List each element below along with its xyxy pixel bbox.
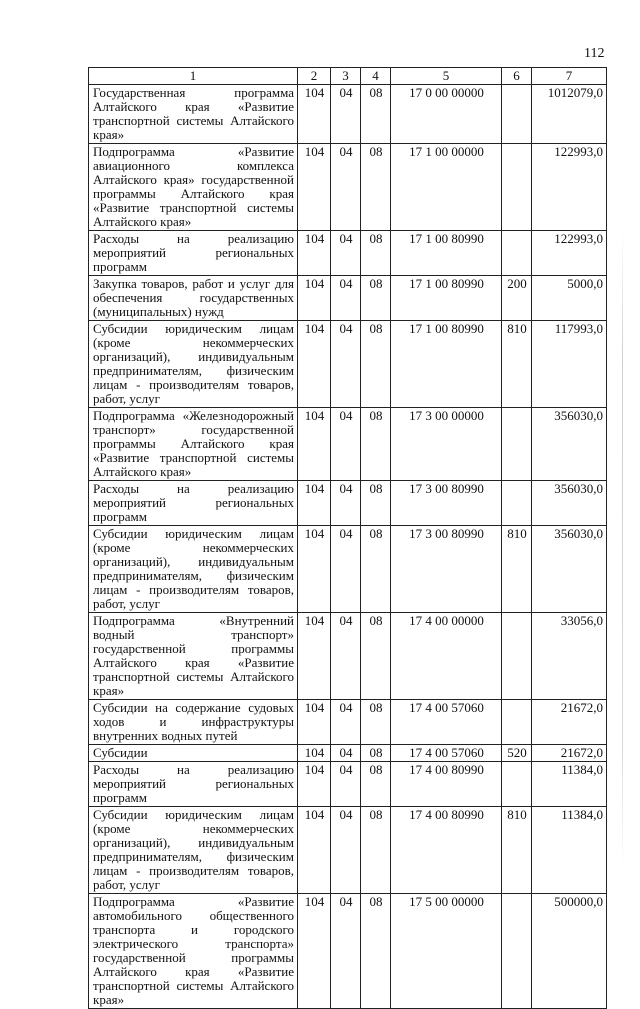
row-subsection-cell: 04 (331, 745, 361, 762)
row-name-cell: Субсидии (89, 745, 298, 762)
row-name-cell: Расходы на реализацию мероприятий региональных программ (89, 231, 298, 276)
row-name-cell: Расходы на реализацию мероприятий региональных программ (89, 762, 298, 807)
row-subsection2-cell: 08 (361, 700, 391, 745)
table-row (89, 807, 607, 894)
header-col-2: 2 (298, 68, 331, 85)
row-section-cell: 104 (298, 762, 331, 807)
row-amount-cell: 5000,0 (532, 276, 607, 321)
table-row (89, 231, 607, 276)
row-name-cell: Субсидии юридическим лицам (кроме некоммерческих организаций), индивидуальным предпринимателям, физическим лицам - производителям товаров, работ, услуг (89, 807, 298, 894)
row-subsection-cell: 04 (331, 807, 361, 894)
row-expense-type-cell (502, 231, 532, 276)
row-amount-cell: 1012079,0 (532, 85, 607, 144)
row-section-cell: 104 (298, 700, 331, 745)
table-body (89, 85, 607, 1009)
table-row (89, 408, 607, 481)
row-section-cell: 104 (298, 231, 331, 276)
row-name-cell: Субсидии юридическим лицам (кроме некоммерческих организаций), индивидуальным предпринимателям, физическим лицам - производителям товаров, работ, услуг (89, 526, 298, 613)
row-subsection-cell: 04 (331, 321, 361, 408)
row-subsection-cell: 04 (331, 408, 361, 481)
row-subsection2-cell: 08 (361, 276, 391, 321)
row-subsection-cell: 04 (331, 613, 361, 700)
row-target-article-cell: 17 3 00 80990 (391, 481, 502, 526)
row-amount-cell: 11384,0 (532, 762, 607, 807)
row-section-cell: 104 (298, 276, 331, 321)
header-col-6: 6 (502, 68, 532, 85)
row-expense-type-cell (502, 85, 532, 144)
row-amount-cell: 117993,0 (532, 321, 607, 408)
row-expense-type-cell (502, 700, 532, 745)
row-subsection2-cell: 08 (361, 321, 391, 408)
row-name-cell: Закупка товаров, работ и услуг для обеспечения государственных (муниципальных) нужд (89, 276, 298, 321)
row-subsection-cell: 04 (331, 700, 361, 745)
row-target-article-cell: 17 4 00 80990 (391, 807, 502, 894)
table-row (89, 321, 607, 408)
row-section-cell: 104 (298, 144, 331, 231)
row-section-cell: 104 (298, 745, 331, 762)
row-expense-type-cell (502, 481, 532, 526)
row-subsection2-cell: 08 (361, 408, 391, 481)
row-amount-cell: 356030,0 (532, 526, 607, 613)
row-name-cell: Субсидии на содержание судовых ходов и инфраструктуры внутренних водных путей (89, 700, 298, 745)
row-subsection-cell: 04 (331, 85, 361, 144)
row-expense-type-cell (502, 613, 532, 700)
row-target-article-cell: 17 1 00 00000 (391, 144, 502, 231)
row-name-cell: Подпрограмма «Внутренний водный транспорт» государственной программы Алтайского края «Развитие транспортной системы Алтайского края» (89, 613, 298, 700)
row-amount-cell: 122993,0 (532, 144, 607, 231)
row-section-cell: 104 (298, 894, 331, 1009)
header-col-4: 4 (361, 68, 391, 85)
row-subsection2-cell: 08 (361, 481, 391, 526)
row-amount-cell: 21672,0 (532, 700, 607, 745)
row-section-cell: 104 (298, 321, 331, 408)
table-row (89, 762, 607, 807)
row-subsection-cell: 04 (331, 276, 361, 321)
page-number: 112 (584, 46, 605, 61)
row-subsection2-cell: 08 (361, 894, 391, 1009)
row-subsection2-cell: 08 (361, 762, 391, 807)
row-amount-cell: 500000,0 (532, 894, 607, 1009)
row-expense-type-cell: 520 (502, 745, 532, 762)
row-expense-type-cell: 200 (502, 276, 532, 321)
row-subsection2-cell: 08 (361, 85, 391, 144)
budget-table (88, 67, 607, 1009)
row-target-article-cell: 17 3 00 00000 (391, 408, 502, 481)
table-row (89, 894, 607, 1009)
row-target-article-cell: 17 4 00 00000 (391, 613, 502, 700)
scan-artifact-line (622, 230, 623, 870)
row-section-cell: 104 (298, 613, 331, 700)
row-expense-type-cell (502, 762, 532, 807)
row-target-article-cell: 17 1 00 80990 (391, 231, 502, 276)
row-name-cell: Расходы на реализацию мероприятий региональных программ (89, 481, 298, 526)
row-subsection-cell: 04 (331, 762, 361, 807)
row-name-cell: Подпрограмма «Развитие автомобильного общественного транспорта и городского электрического транспорта» государственной программы Алтайского края «Развитие транспортной системы Алтайского края» (89, 894, 298, 1009)
row-subsection-cell: 04 (331, 894, 361, 1009)
row-section-cell: 104 (298, 807, 331, 894)
table-row (89, 745, 607, 762)
row-expense-type-cell: 810 (502, 526, 532, 613)
row-amount-cell: 21672,0 (532, 745, 607, 762)
header-row (89, 68, 607, 85)
row-target-article-cell: 17 1 00 80990 (391, 276, 502, 321)
row-subsection2-cell: 08 (361, 613, 391, 700)
row-target-article-cell: 17 5 00 00000 (391, 894, 502, 1009)
row-amount-cell: 33056,0 (532, 613, 607, 700)
row-expense-type-cell (502, 894, 532, 1009)
row-target-article-cell: 17 4 00 57060 (391, 745, 502, 762)
row-subsection2-cell: 08 (361, 745, 391, 762)
row-expense-type-cell: 810 (502, 807, 532, 894)
row-subsection-cell: 04 (331, 144, 361, 231)
row-target-article-cell: 17 0 00 00000 (391, 85, 502, 144)
row-amount-cell: 11384,0 (532, 807, 607, 894)
row-name-cell: Субсидии юридическим лицам (кроме некоммерческих организаций), индивидуальным предпринимателям, физическим лицам - производителям товаров, работ, услуг (89, 321, 298, 408)
table-row (89, 144, 607, 231)
row-expense-type-cell (502, 144, 532, 231)
row-expense-type-cell (502, 408, 532, 481)
row-amount-cell: 356030,0 (532, 481, 607, 526)
table-row (89, 276, 607, 321)
row-subsection2-cell: 08 (361, 526, 391, 613)
row-subsection-cell: 04 (331, 231, 361, 276)
row-target-article-cell: 17 4 00 80990 (391, 762, 502, 807)
row-target-article-cell: 17 3 00 80990 (391, 526, 502, 613)
row-section-cell: 104 (298, 408, 331, 481)
header-col-7: 7 (532, 68, 607, 85)
row-name-cell: Подпрограмма «Железнодорожный транспорт» государственной программы Алтайского края «Развитие транспортной системы Алтайского края» (89, 408, 298, 481)
table-row (89, 700, 607, 745)
row-subsection2-cell: 08 (361, 807, 391, 894)
table-row (89, 613, 607, 700)
row-subsection2-cell: 08 (361, 231, 391, 276)
table-row (89, 526, 607, 613)
header-col-3: 3 (331, 68, 361, 85)
row-amount-cell: 356030,0 (532, 408, 607, 481)
row-name-cell: Подпрограмма «Развитие авиационного комплекса Алтайского края» государственной программы Алтайского края «Развитие транспортной системы Алтайского края» (89, 144, 298, 231)
row-section-cell: 104 (298, 526, 331, 613)
table-row (89, 481, 607, 526)
row-subsection2-cell: 08 (361, 144, 391, 231)
table-row (89, 85, 607, 144)
row-target-article-cell: 17 1 00 80990 (391, 321, 502, 408)
row-section-cell: 104 (298, 481, 331, 526)
header-col-1: 1 (89, 68, 298, 85)
header-col-5: 5 (391, 68, 502, 85)
row-amount-cell: 122993,0 (532, 231, 607, 276)
row-section-cell: 104 (298, 85, 331, 144)
row-name-cell: Государственная программа Алтайского края «Развитие транспортной системы Алтайского края» (89, 85, 298, 144)
row-subsection-cell: 04 (331, 526, 361, 613)
row-expense-type-cell: 810 (502, 321, 532, 408)
row-target-article-cell: 17 4 00 57060 (391, 700, 502, 745)
row-subsection-cell: 04 (331, 481, 361, 526)
